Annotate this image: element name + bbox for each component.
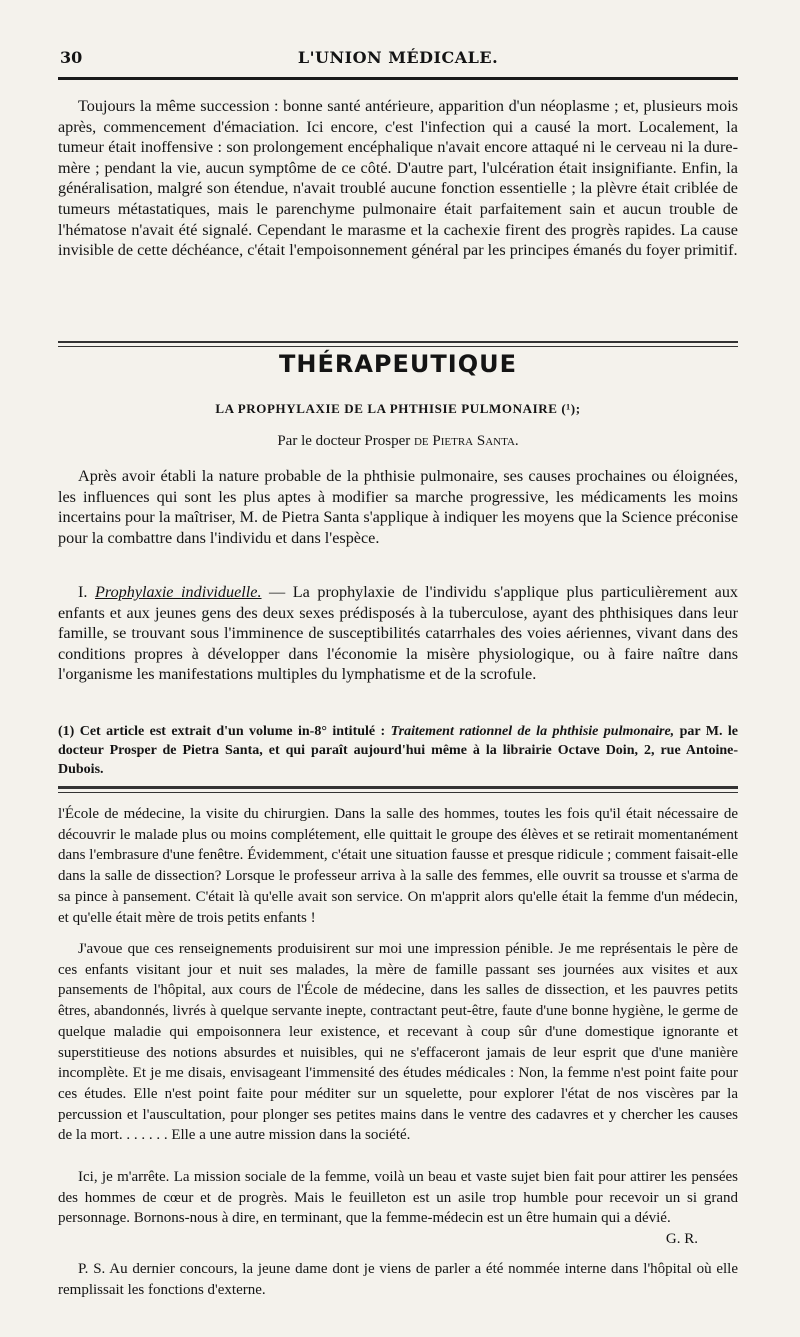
section-rule-top-2 (58, 346, 738, 347)
header-rule (58, 77, 738, 80)
footnote-book-title: Traitement rationnel de la phthisie pulmonaire, (390, 724, 675, 739)
footnote-rest: par M. le docteur Prosper de Pietra Santa, et qui paraît aujourd'hui même à la librairie Octave Doin, 2, rue Antoine-Dubois. (58, 724, 738, 777)
signature: G. R. (665, 1231, 698, 1248)
feuilleton-rule-2 (58, 792, 738, 793)
intro-paragraph: Toujours la même succession : bonne santé antérieure, apparition d'un néoplasme ; et, plusieurs mois après, commencement d'émaciation. Ici encore, c'est l'infection qui a causé la mort. Localement, la tumeur était inoffensive : son prolongement encéphalique n'avait encore attaqué ni le cerveau ni la dure-mère ; pendant la vie, aucun symptôme de ce côté. D'autre part, l'ulcération était insignifiante. Enfin, la généralisation, malgré son étendue, n'avait troublé aucune fonction essentielle ; la plèvre était criblée de tumeurs métastatiques, mais le parenchyme pulmonaire était parfaitement sain et aucun trouble de l'hématose n'avait été signalé. Cependant le marasme et la cachexie firent des progrès rapides. La cause invisible de cette déchéance, c'était l'empoisonnement général par les principes émanés du foyer primitif. (58, 97, 738, 260)
feuilleton-paragraph-3-text: Ici, je m'arrête. La mission sociale de la femme, voilà un beau et vaste sujet bien fait pour attirer les pensées des hommes de cœur et de progrès. Mais le feuilleton est un asile trop humble pour recevoir un si grand personnage. Bornons-nous à dire, en terminant, que la femme-médecin est un être humain qui a dévié. (58, 1169, 738, 1227)
postscript: P. S. Au dernier concours, la jeune dame dont je viens de parler a été nommée interne dans l'hôpital où elle remplissait les fonctions d'externe. (58, 1261, 738, 1298)
byline-prefix: Par le docteur Prosper (277, 433, 411, 449)
section-number: I. (78, 583, 88, 601)
section-rule-top (58, 341, 738, 343)
journal-title: L'UNION MÉDICALE. (297, 48, 499, 67)
subsection-heading: Prophylaxie individuelle. (94, 583, 262, 601)
article-byline (58, 433, 738, 450)
article-title: LA PROPHYLAXIE DE LA PHTHISIE PULMONAIRE (¹); (215, 401, 581, 416)
feuilleton-rule (58, 786, 738, 789)
feuilleton-paragraph-2: J'avoue que ces renseignements produisirent sur moi une impression pénible. Je me représentais le père de ces enfants visitant jour et nuit ses malades, la mère de famille passant ses journées aux visites et aux pansements de l'hôpital, aux cours de l'École de médecine, dans les salles de dissection, et les pauvres petits êtres, abandonnés, livrés à quelque servante inepte, contractant peut-être, faute d'une bonne hygiène, le germe de quelque maladie qui empoisonnera leur existence, et recevant à coup sûr d'une domestique ignorante et superstitieuse des notions absurdes et nuisibles, qui ne s'effaceront jamais de leur esprit que d'une manière incomplète. Et je me disais, envisageant l'immensité des études médicales : Non, la femme n'est point faite pour ces études. Elle n'est point faite pour méditer sur un squelette, pour explorer l'état de nos viscères par la percussion et l'auscultation, pour plonger ses petites mains dans le ventre des cadavres et y chercher les causes de la mort. . . . . . . Elle a une autre mission dans la société. (58, 941, 738, 1144)
page-header (58, 48, 738, 72)
byline-name: de Pietra Santa. (413, 433, 519, 449)
feuilleton-paragraph-1: l'École de médecine, la visite du chirurgien. Dans la salle des hommes, toutes les fois qu'il était nécessaire de découvrir le malade plus ou moins complétement, elle quittait le groupe des élèves et se retirait momentanément dans l'embrasure d'une fenêtre. Évidemment, c'était une situation fausse et presque ridicule ; comment faisait-elle dans la salle de dissection? Lorsque le professeur arriva à la salle des femmes, elle ouvrit sa trousse et s'arma de sa pince à pansement. C'était là qu'elle avait son service. On m'apprit alors qu'elle était la femme d'un médecin, et qu'elle était mère de trois petits enfants ! (58, 806, 738, 926)
subsection-text: — La prophylaxie de l'individu s'applique plus particulièrement aux enfants et aux jeunes gens des deux sexes prédisposés à la tuberculose, ayant des phthisiques dans leur famille, se trouvant sous l'imminence de susceptibilités catarrhales des voies aériennes, vivant dans des conditions propres à développer dans l'économie la misère physiologique, ou à faire naître dans l'organisme les manifestations multiples du lymphatisme et de la scrofule. (58, 583, 739, 684)
footnote-lead: (1) Cet article est extrait d'un volume in-8° intitulé : (58, 724, 386, 739)
feuilleton-paragraph-3 (58, 1167, 738, 1250)
page-number: 30 (60, 48, 83, 67)
section-title: THÉRAPEUTIQUE (279, 350, 517, 378)
therapeutique-paragraph-2 (58, 582, 738, 685)
therapeutique-paragraph-1: Après avoir établi la nature probable de la phthisie pulmonaire, ses causes prochaines ou éloignées, les influences qui sont les plus aptes à modifier sa marche progressive, les médicaments les moins incertains pour la maîtriser, M. de Pietra Santa s'applique à indiquer les moyens que la Science préconise pour la combattre dans l'individu et dans l'espèce. (58, 467, 738, 547)
footnote (58, 722, 738, 779)
